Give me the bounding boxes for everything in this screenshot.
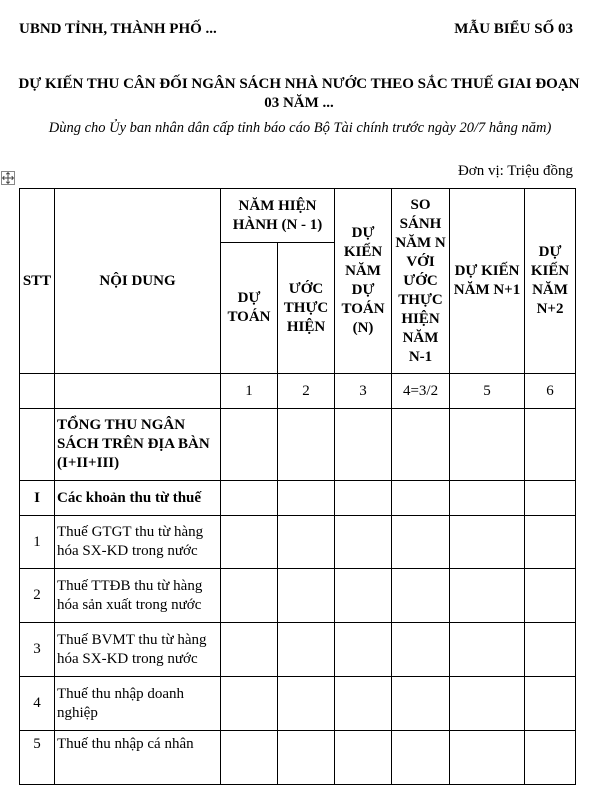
table-move-handle-icon[interactable]: [1, 171, 15, 185]
row-stt: 5: [20, 731, 55, 785]
cell[interactable]: [335, 409, 392, 481]
cell[interactable]: [525, 516, 576, 569]
cell[interactable]: [450, 409, 525, 481]
cell[interactable]: [525, 731, 576, 785]
cell[interactable]: [392, 731, 450, 785]
col-header-plan-n2: DỰ KIẾN NĂM N+2: [525, 189, 576, 374]
cell[interactable]: [450, 481, 525, 516]
col-header-plan-n1: DỰ KIẾN NĂM N+1: [450, 189, 525, 374]
cell[interactable]: [278, 481, 335, 516]
cell[interactable]: [525, 569, 576, 623]
row-stt: 3: [20, 623, 55, 677]
header-row: [20, 189, 576, 243]
cell[interactable]: [392, 481, 450, 516]
cell[interactable]: [392, 569, 450, 623]
cell[interactable]: [20, 374, 55, 409]
cell[interactable]: [221, 623, 278, 677]
cell[interactable]: [335, 677, 392, 731]
cell[interactable]: [525, 677, 576, 731]
table-row: [20, 623, 576, 677]
col-header-current-year: NĂM HIỆN HÀNH (N - 1): [221, 189, 335, 243]
cell[interactable]: [278, 409, 335, 481]
cell[interactable]: [221, 731, 278, 785]
document-subtitle: Dùng cho Ủy ban nhân dân cấp tỉnh báo cáo Bộ Tài chính trước ngày 20/7 hằng năm): [48, 120, 552, 136]
cell[interactable]: [55, 374, 221, 409]
table-row: [20, 516, 576, 569]
table-row: [20, 569, 576, 623]
col-header-plan-n: DỰ KIẾN NĂM DỰ TOÁN (N): [335, 189, 392, 374]
cell[interactable]: [525, 409, 576, 481]
col-number: 6: [525, 374, 576, 409]
cell[interactable]: [221, 569, 278, 623]
table-row: [20, 481, 576, 516]
cell[interactable]: [335, 623, 392, 677]
form-number: MẪU BIỂU SỐ 03: [454, 21, 573, 37]
cell[interactable]: [221, 409, 278, 481]
col-number: 2: [278, 374, 335, 409]
document-title: DỰ KIẾN THU CÂN ĐỐI NGÂN SÁCH NHÀ NƯỚC THEO SẮC THUẾ GIAI ĐOẠN 03 NĂM ...: [18, 76, 580, 111]
cell[interactable]: [335, 731, 392, 785]
col-number: 4=3/2: [392, 374, 450, 409]
col-header-expected: ƯỚC THỰC HIỆN: [278, 243, 335, 374]
row-stt: [20, 409, 55, 481]
cell[interactable]: [450, 623, 525, 677]
cell[interactable]: [392, 516, 450, 569]
cell[interactable]: [392, 623, 450, 677]
row-stt: 2: [20, 569, 55, 623]
col-header-estimate: DỰ TOÁN: [221, 243, 278, 374]
budget-table: [19, 188, 576, 785]
cell[interactable]: [392, 409, 450, 481]
col-number: 5: [450, 374, 525, 409]
cell[interactable]: [221, 677, 278, 731]
cell[interactable]: [278, 677, 335, 731]
cell[interactable]: [278, 569, 335, 623]
cell[interactable]: [392, 677, 450, 731]
row-content: Thuế thu nhập doanh nghiệp: [55, 677, 221, 731]
col-header-compare: SO SÁNH NĂM N VỚI ƯỚC THỰC HIỆN NĂM N-1: [392, 189, 450, 374]
col-header-content: NỘI DUNG: [55, 189, 221, 374]
row-stt: 4: [20, 677, 55, 731]
cell[interactable]: [525, 623, 576, 677]
row-content: Thuế TTĐB thu từ hàng hóa sản xuất trong nước: [55, 569, 221, 623]
row-content: TỔNG THU NGÂN SÁCH TRÊN ĐỊA BÀN (I+II+III): [55, 409, 221, 481]
cell[interactable]: [278, 516, 335, 569]
cell[interactable]: [335, 516, 392, 569]
agency-name: UBND TỈNH, THÀNH PHỐ ...: [19, 21, 217, 37]
col-number: 1: [221, 374, 278, 409]
cell[interactable]: [335, 569, 392, 623]
cell[interactable]: [525, 481, 576, 516]
col-header-stt: STT: [20, 189, 55, 374]
row-stt: I: [20, 481, 55, 516]
table-row: [20, 731, 576, 785]
table-row: [20, 409, 576, 481]
col-number: 3: [335, 374, 392, 409]
row-content: Thuế GTGT thu từ hàng hóa SX-KD trong nước: [55, 516, 221, 569]
table-row: [20, 677, 576, 731]
cell[interactable]: [278, 731, 335, 785]
cell[interactable]: [278, 623, 335, 677]
unit-label: Đơn vị: Triệu đồng: [457, 163, 573, 179]
cell[interactable]: [221, 481, 278, 516]
cell[interactable]: [450, 569, 525, 623]
row-content: Thuế BVMT thu từ hàng hóa SX-KD trong nước: [55, 623, 221, 677]
cell[interactable]: [450, 677, 525, 731]
cell[interactable]: [335, 481, 392, 516]
column-number-row: [20, 374, 576, 409]
cell[interactable]: [450, 731, 525, 785]
row-content: Các khoản thu từ thuế: [55, 481, 221, 516]
row-content: Thuế thu nhập cá nhân: [55, 731, 221, 785]
cell[interactable]: [450, 516, 525, 569]
row-stt: 1: [20, 516, 55, 569]
cell[interactable]: [221, 516, 278, 569]
